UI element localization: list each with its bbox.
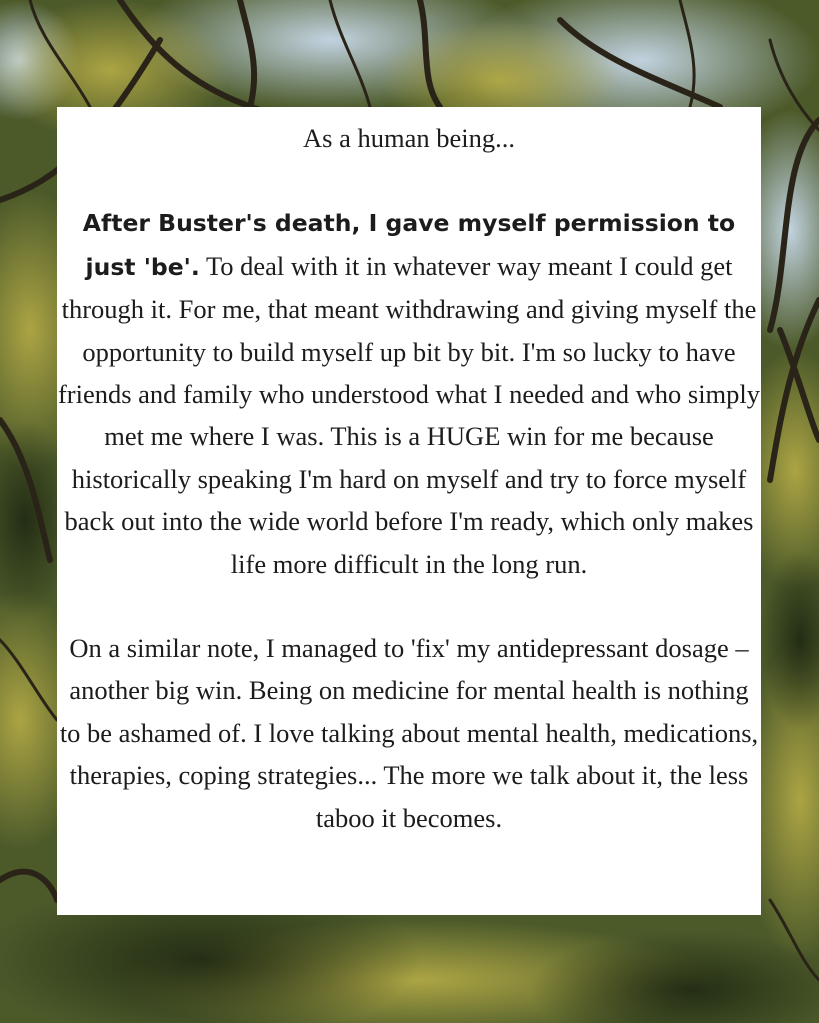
paragraph-1 [57,201,761,585]
paragraph-2: On a similar note, I managed to 'fix' my antidepressant dosage – another big win. Being on medicine for mental health is nothing to be ashamed of. I love talking about mental health, medications, therapies, coping strategies... The more we talk about it, the less taboo it becomes. [59,633,759,833]
text-card [57,107,761,915]
card-heading: As a human being... [303,123,515,153]
paragraph-1-bold: After Buster's death, I gave myself permission to just 'be'. [82,209,736,281]
paragraph-1-text: To deal with it in whatever way meant I could get through it. For me, that meant withdrawing and giving myself the opportunity to build myself up bit by bit. I'm so lucky to have friends and family who understood what I needed and who simply met me where I was. This is a HUGE win for me because historically speaking I'm hard on myself and try to force myself back out into the wide world before I'm ready, which only makes life more difficult in the long run. [57,250,761,579]
